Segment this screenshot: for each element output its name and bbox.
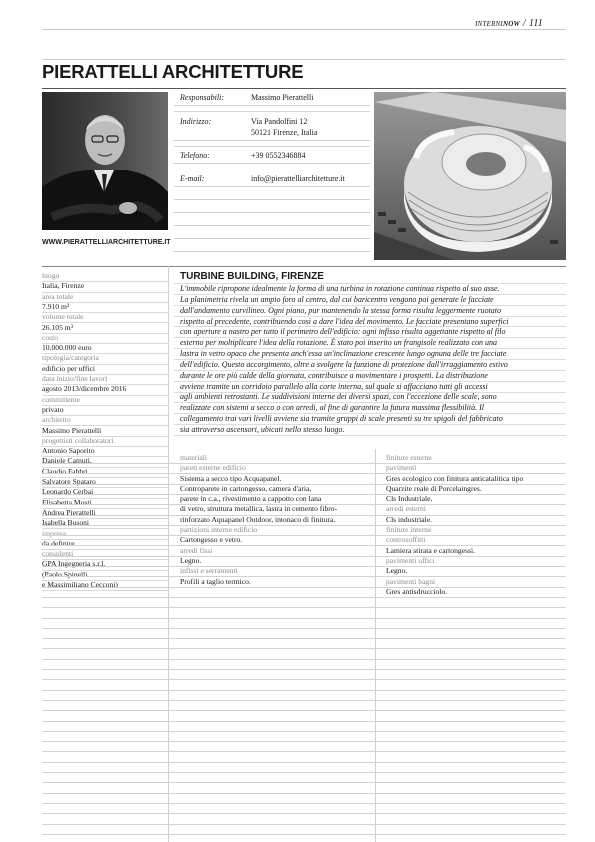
detail-value: Isabella Busoni	[42, 518, 168, 529]
description-line: sia attraverso ascensori, ubicati nello stesso luogo.	[180, 424, 345, 434]
grid-rule	[42, 628, 566, 629]
text-rule	[174, 348, 566, 349]
detail-label: volume totale	[42, 312, 168, 323]
text-rule	[174, 316, 566, 317]
detail-label: impresa	[42, 529, 168, 540]
material-value: Profili a taglio termico.	[180, 576, 251, 586]
text-rule	[174, 305, 566, 306]
grid-rule	[42, 473, 566, 474]
material-value: rinforzato Aquapanel Outdoor, intonaco di finitura.	[180, 514, 336, 524]
description-line: esterno per moltiplicare l'idea della rotazione. È stato poi inserito un frangisole realizzato con una	[180, 338, 498, 348]
grid-rule	[42, 535, 566, 536]
material-value: di vetro, struttura metallica, lastra in cemento fibro-	[180, 504, 338, 514]
detail-value: Claudio Fabbri	[42, 467, 168, 478]
detail-label: architetto	[42, 415, 168, 426]
contact-label-email: E-mail:	[180, 174, 205, 183]
grid-rule	[42, 587, 566, 588]
description-line: realizzate con sistemi a secco o con arredi, al fine di garantire la futura massima flessibilità. Il	[180, 403, 484, 413]
text-rule	[174, 283, 566, 284]
detail-value: edificio per uffici	[42, 364, 168, 375]
contact-rule	[174, 163, 370, 164]
description-line: La planimetria rivela un ampio foro al centro, dal cui baricentro vengono poi generate le facciate	[180, 294, 494, 304]
material-value: Controparete in cartongesso, camera d'aria,	[180, 483, 312, 493]
contact-label-responsabili: Responsabili:	[180, 93, 224, 102]
material-value: Quarzite reale di Porcelaingres.	[386, 483, 482, 493]
grid-rule	[42, 782, 566, 783]
contact-value-email[interactable]: info@pierattelliarchitetture.it	[251, 174, 345, 183]
detail-value: Daniele Camuti,	[42, 456, 168, 467]
detail-value: agosto 2013/dicembre 2016	[42, 384, 168, 395]
title-top-rule	[42, 59, 566, 60]
material-value: Legno.	[386, 566, 408, 576]
detail-label: luogo	[42, 271, 168, 282]
text-rule	[174, 381, 566, 382]
grid-rule	[42, 618, 566, 619]
contact-rule	[174, 212, 370, 213]
text-rule	[174, 359, 566, 360]
grid-rule	[42, 566, 566, 567]
contact-rule	[174, 225, 370, 226]
contact-value-phone: +39 0552346884	[251, 151, 306, 160]
grid-rule	[42, 463, 566, 464]
grid-rule	[42, 772, 566, 773]
grid-rule	[42, 793, 566, 794]
text-rule	[174, 424, 566, 425]
contact-value-address-line1: Via Pandolfini 12	[251, 117, 308, 126]
column-divider	[168, 266, 169, 842]
detail-label: consulenti	[42, 549, 168, 560]
material-value: Gres antisdrucciolo.	[386, 586, 448, 596]
description-line: avviene tramite un corridoio parallelo alla corte interna, sul quale si affacciano tutti gli accessi	[180, 381, 488, 391]
contact-label-telefono: Telefono:	[180, 151, 210, 160]
detail-label: progettisti collaboratori	[42, 436, 168, 447]
material-label: finiture esterne	[386, 453, 432, 462]
material-label: pavimenti uffici	[386, 555, 435, 565]
grid-rule	[42, 731, 566, 732]
description-line: L'immobile ripropone idealmente la forma di una turbina in rotazione continua rispetto al suo asse.	[180, 284, 500, 293]
detail-label: area totale	[42, 292, 168, 303]
contact-label-indirizzo: Indirizzo:	[180, 117, 212, 126]
grid-rule	[42, 679, 566, 680]
contact-rule	[174, 111, 370, 112]
title-bottom-rule	[42, 88, 566, 89]
contact-rule	[174, 238, 370, 239]
portrait-photo	[42, 92, 168, 230]
text-rule	[174, 294, 566, 295]
material-label: arredi esterni	[386, 504, 426, 514]
material-value: Legno.	[180, 555, 202, 565]
detail-value: e Massimiliano Cecconi)	[42, 580, 168, 591]
detail-value: GPA Ingegneria s.r.l.	[42, 559, 168, 570]
grid-rule	[42, 762, 566, 763]
grid-rule	[42, 556, 566, 557]
material-label: finiture interne	[386, 525, 432, 535]
material-value: Cartongesso e vetro.	[180, 535, 243, 545]
contact-value-address-line2: 50121 Firenze, Italia	[251, 128, 318, 137]
grid-rule	[42, 545, 566, 546]
grid-rule	[42, 576, 566, 577]
material-label: infissi e serramenti	[180, 566, 238, 576]
material-value: Gres ecologico con finitura anticatalitica tipo	[386, 473, 524, 483]
detail-label: tipologia/categoria	[42, 353, 168, 364]
material-label: materiali	[180, 453, 207, 462]
description-line: dall'andamento curvilineo. Ogni piano, pur mantenendo la stessa forma risulta leggermente ruotato	[180, 305, 502, 315]
grid-rule	[42, 751, 566, 752]
grid-rule	[42, 813, 566, 814]
grid-rule	[42, 824, 566, 825]
material-value: parete in c.a., rivestimento a cappotto con lana	[180, 494, 322, 504]
grid-rule	[42, 638, 566, 639]
portrait-illustration	[42, 92, 168, 230]
brand-separator: /	[522, 18, 526, 29]
website-link[interactable]: WWW.PIERATTELLIARCHITETTURE.IT	[42, 239, 171, 246]
detail-value: Italia, Firenze	[42, 281, 168, 292]
material-label: arredi fissi	[180, 545, 213, 555]
page-number: 111	[528, 18, 543, 29]
grid-rule	[42, 690, 566, 691]
building-rendering	[374, 92, 566, 260]
material-label: pavimenti bagni	[386, 576, 436, 586]
description-line: collegamento trai vari livelli avviene sia tramite gruppi di scale presenti su tre spigoli del fabbricato	[180, 414, 503, 424]
detail-value: Massimo Pierattelli	[42, 426, 168, 437]
grid-rule	[42, 710, 566, 711]
grid-rule	[42, 834, 566, 835]
grid-rule	[42, 803, 566, 804]
grid-rule	[42, 525, 566, 526]
grid-rule	[42, 648, 566, 649]
detail-label: data inizio/fine lavori	[42, 374, 168, 385]
detail-value: Salvatore Spataro	[42, 477, 168, 488]
detail-value: 26.105 m³	[42, 323, 168, 334]
grid-rule	[42, 669, 566, 670]
text-rule	[174, 326, 566, 327]
material-label: pavimenti	[386, 463, 417, 473]
detail-label: costo	[42, 333, 168, 344]
description-line: agli ambienti retrostanti. Le suddivisioni interne dei diversi spazi, con l'eccezione delle scale, sono	[180, 392, 497, 402]
detail-label: committente	[42, 395, 168, 406]
text-rule	[174, 370, 566, 371]
detail-value: (Paolo Spinelli	[42, 570, 168, 581]
detail-value: da definire	[42, 539, 168, 550]
material-value: Cls industriale.	[386, 514, 432, 524]
description-line: durante le ore più calde della giornata, contribuisce a movimentare i prospetti. La distribuzione	[180, 370, 488, 380]
grid-rule	[42, 494, 566, 495]
text-rule	[174, 435, 566, 436]
brand-name: interni	[475, 18, 503, 29]
page-title: PIERATTELLI ARCHITETTURE	[42, 61, 304, 82]
detail-value: Elisabetta Mosti	[42, 498, 168, 509]
material-value: Cls Industriale.	[386, 494, 433, 504]
contact-rule	[174, 199, 370, 200]
grid-rule	[42, 721, 566, 722]
contact-rule	[174, 105, 370, 106]
contact-value-responsabili: Massimo Pierattelli	[251, 93, 314, 102]
contact-rule	[174, 186, 370, 187]
material-value: Lamiera stirata e cartongessi.	[386, 545, 475, 555]
section-rule	[42, 266, 566, 267]
grid-rule	[42, 484, 566, 485]
text-rule	[174, 402, 566, 403]
material-label: pareti esterne edificio	[180, 463, 246, 473]
material-label: partizioni interne edificio	[180, 525, 258, 535]
grid-rule	[42, 659, 566, 660]
grid-rule	[42, 597, 566, 598]
detail-value: 7.910 m²	[42, 302, 168, 313]
description-line: lastra in vetro opaco che presenta anch'essa un'inclinazione crescente lungo ognuna delle tre facciate	[180, 349, 507, 359]
contact-rule	[174, 146, 370, 147]
description-line: dell'edificio. Questo accorgimento, oltre a svolgere la funzione di protezione dall'irraggiamento estivo	[180, 359, 508, 369]
grid-rule	[42, 741, 566, 742]
text-rule	[174, 413, 566, 414]
contact-rule	[174, 251, 370, 252]
description-line: rispetto al precedente, contribuendo così a dare l'idea del movimento. Le facciate presentano superfici	[180, 316, 509, 326]
magazine-brand	[475, 18, 543, 29]
material-label: controsoffitti	[386, 535, 426, 545]
contact-rule	[174, 140, 370, 141]
detail-value: privato	[42, 405, 168, 416]
text-rule	[174, 337, 566, 338]
text-rule	[174, 392, 566, 393]
detail-value: Andrea Pierattelli	[42, 508, 168, 519]
brand-suffix: now	[502, 18, 520, 29]
grid-rule	[42, 504, 566, 505]
project-title: TURBINE BUILDING, FIRENZE	[180, 271, 324, 282]
building-rendering-illustration	[374, 92, 566, 260]
material-value: Sistema a secco tipo Acquapanel.	[180, 473, 282, 483]
grid-rule	[42, 700, 566, 701]
detail-value: Antonio Saporito	[42, 446, 168, 457]
header-rule	[42, 29, 566, 30]
detail-value: 10.000.000 euro	[42, 343, 168, 354]
detail-value: Leonardo Cerbai	[42, 487, 168, 498]
grid-rule	[42, 515, 566, 516]
grid-rule	[42, 607, 566, 608]
description-line: con aperture a nastro per tutto il perimetro dell'edificio: ogni infisso risulta aggettante rispetto al filo	[180, 327, 506, 337]
